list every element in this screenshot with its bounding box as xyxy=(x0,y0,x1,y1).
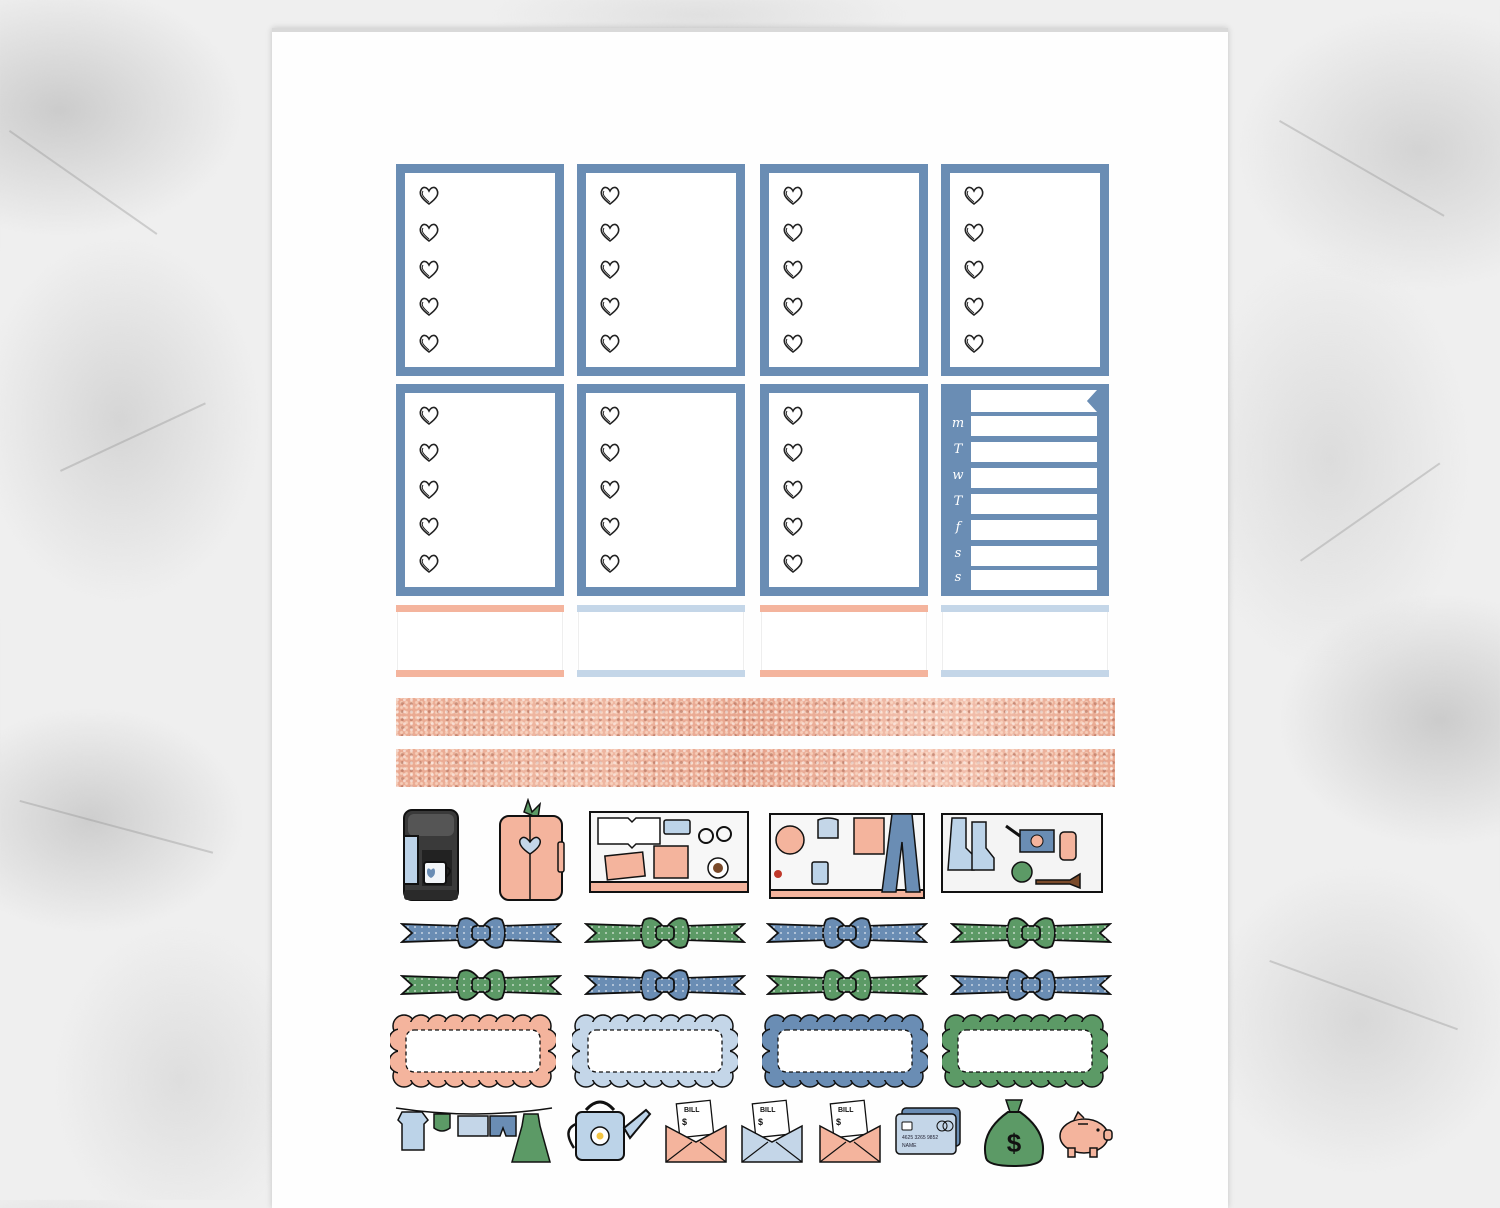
heart-icon xyxy=(417,440,441,464)
heart-icon xyxy=(417,551,441,575)
day-label-wednesday: w xyxy=(952,468,964,483)
heart-icon xyxy=(598,220,622,244)
heart-icon xyxy=(417,403,441,427)
peach-label-frame xyxy=(390,1014,556,1088)
heart-icon xyxy=(598,514,622,538)
marble-vein xyxy=(60,402,206,471)
bill-amount: $ xyxy=(682,1117,688,1127)
header-strip-peach xyxy=(760,605,928,677)
week-row xyxy=(971,416,1097,436)
week-tracker xyxy=(941,384,1109,596)
glitter-washi-strip xyxy=(396,698,1115,736)
checklist-box xyxy=(396,164,564,376)
checklist-box xyxy=(396,384,564,596)
header-strip-light-blue xyxy=(577,605,745,677)
marble-vein xyxy=(9,130,158,235)
heart-icon xyxy=(598,257,622,281)
piggy-bank-icon xyxy=(1052,1110,1116,1160)
week-row xyxy=(971,520,1097,540)
checklist-box-area xyxy=(769,173,919,367)
checklist-box xyxy=(577,384,745,596)
heart-icon xyxy=(962,257,986,281)
checklist-box-area xyxy=(950,173,1100,367)
week-row xyxy=(971,494,1097,514)
money-bag-symbol: $ xyxy=(1006,1128,1022,1158)
reading-desk-icon xyxy=(588,810,750,894)
heart-icon xyxy=(417,183,441,207)
heart-icon xyxy=(598,551,622,575)
checklist-box-area xyxy=(586,393,736,587)
marble-vein xyxy=(1300,462,1440,561)
heart-icon xyxy=(962,294,986,318)
credit-card-icon xyxy=(894,1106,964,1156)
heart-icon xyxy=(781,331,805,355)
bill-label: BILL xyxy=(838,1107,854,1114)
heart-icon xyxy=(781,403,805,427)
heart-icon xyxy=(781,220,805,244)
header-strip-peach xyxy=(396,605,564,677)
day-label-saturday: s xyxy=(954,546,962,561)
week-row xyxy=(971,442,1097,462)
week-row xyxy=(971,570,1097,590)
day-label-friday: f xyxy=(955,520,961,535)
checklist-box xyxy=(941,164,1109,376)
heart-icon xyxy=(781,477,805,501)
heart-icon xyxy=(962,220,986,244)
coffee-maker-icon xyxy=(400,806,462,904)
heart-icon xyxy=(598,183,622,207)
checklist-box-area xyxy=(769,393,919,587)
week-row xyxy=(971,546,1097,566)
checklist-box-area xyxy=(405,173,555,367)
heart-icon xyxy=(781,551,805,575)
bill-label: BILL xyxy=(760,1107,776,1114)
blue-bow-icon xyxy=(950,966,1112,1004)
day-label-monday: m xyxy=(951,416,965,431)
checklist-box xyxy=(760,384,928,596)
heart-icon xyxy=(598,440,622,464)
green-label-frame xyxy=(942,1014,1108,1088)
heart-icon xyxy=(781,183,805,207)
bill-amount: $ xyxy=(758,1117,764,1127)
marble-vein xyxy=(19,800,213,854)
heart-icon xyxy=(417,294,441,318)
checklist-box xyxy=(760,164,928,376)
green-bow-icon xyxy=(584,914,746,952)
heart-icon xyxy=(417,477,441,501)
heart-icon xyxy=(781,257,805,281)
blue-label-frame xyxy=(762,1014,928,1088)
watering-can-icon xyxy=(562,1094,652,1164)
bill-envelope-icon xyxy=(664,1098,728,1164)
bill-amount: $ xyxy=(836,1117,842,1127)
gardening-icon xyxy=(940,810,1104,896)
bill-label: BILL xyxy=(684,1107,700,1114)
heart-icon xyxy=(598,403,622,427)
heart-icon xyxy=(417,257,441,281)
card-number: 4625 3265 9852 xyxy=(902,1135,939,1141)
glitter-washi-strip xyxy=(396,749,1115,787)
green-bow-icon xyxy=(400,966,562,1004)
day-label-tuesday: T xyxy=(953,442,963,457)
light-blue-label-frame xyxy=(572,1014,738,1088)
heart-icon xyxy=(417,514,441,538)
laundry-line-icon xyxy=(394,1104,554,1168)
day-label-sunday: s xyxy=(954,570,962,585)
marble-vein xyxy=(1269,960,1458,1030)
week-row xyxy=(971,468,1097,488)
blue-bow-icon xyxy=(584,966,746,1004)
heart-icon xyxy=(598,294,622,318)
heart-icon xyxy=(417,331,441,355)
bill-envelope-icon xyxy=(818,1098,882,1164)
day-label-thursday: T xyxy=(953,494,963,509)
green-bow-icon xyxy=(766,966,928,1004)
planner-notebook-icon xyxy=(494,798,568,904)
heart-icon xyxy=(781,440,805,464)
heart-icon xyxy=(781,514,805,538)
heart-icon xyxy=(962,183,986,207)
heart-icon xyxy=(962,331,986,355)
header-strip-light-blue xyxy=(941,605,1109,677)
money-bag-icon xyxy=(978,1098,1050,1168)
blue-bow-icon xyxy=(766,914,928,952)
green-bow-icon xyxy=(950,914,1112,952)
outfit-flatlay-icon xyxy=(768,810,928,900)
card-name: NAME xyxy=(902,1143,917,1149)
heart-icon xyxy=(598,477,622,501)
blue-bow-icon xyxy=(400,914,562,952)
heart-icon xyxy=(781,294,805,318)
week-tracker-header-flag xyxy=(971,390,1097,412)
bill-envelope-icon xyxy=(740,1098,804,1164)
checklist-box-area xyxy=(405,393,555,587)
marble-vein xyxy=(1279,120,1445,217)
heart-icon xyxy=(417,220,441,244)
checklist-box-area xyxy=(586,173,736,367)
checklist-box xyxy=(577,164,745,376)
heart-icon xyxy=(598,331,622,355)
